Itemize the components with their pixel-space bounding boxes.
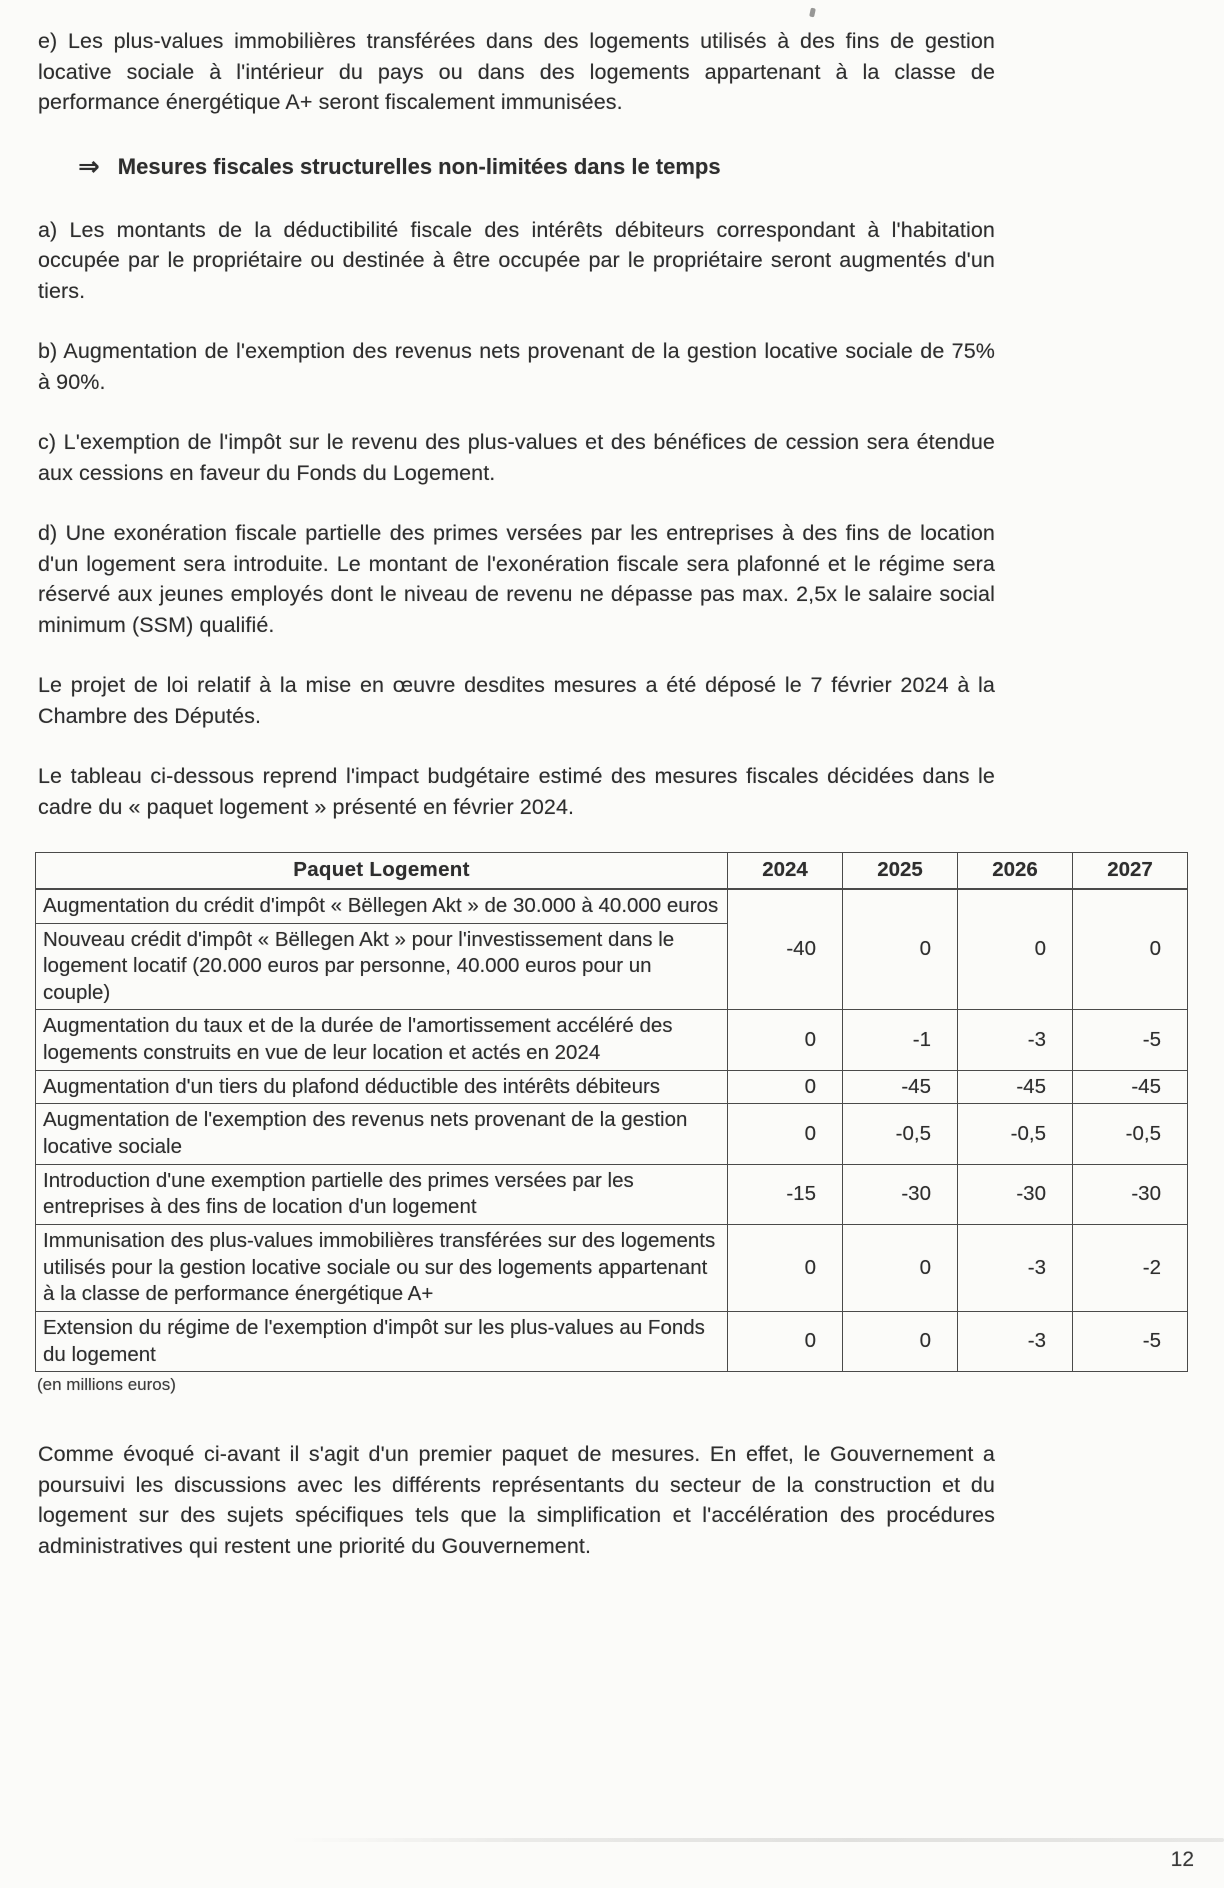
measure-label: Augmentation d'un tiers du plafond déductible des intérêts débiteurs bbox=[36, 1070, 728, 1104]
column-header-2024: 2024 bbox=[728, 853, 843, 889]
value-2024: 0 bbox=[728, 1224, 843, 1311]
table-row bbox=[36, 1224, 1188, 1311]
measure-label: Immunisation des plus-values immobilières transférées sur des logements utilisés pour la gestion locative sociale ou sur des logements appartenant à la classe de performance énergétique A+ bbox=[36, 1224, 728, 1311]
table-row bbox=[36, 1070, 1188, 1104]
value-2025: 0 bbox=[843, 1224, 958, 1311]
scan-artifact-speck bbox=[809, 8, 816, 18]
value-2027: -45 bbox=[1073, 1070, 1188, 1104]
paragraph-e: e) Les plus-values immobilières transférées dans des logements utilisés à des fins de gestion locative sociale à l'intérieur du pays ou dans des logements appartenant à la classe de performance énergétique A+ seront fiscalement immunisées. bbox=[38, 29, 995, 115]
table-row bbox=[36, 1104, 1188, 1164]
paragraph-b: b) Augmentation de l'exemption des revenus nets provenant de la gestion locative sociale de 75% à 90%. bbox=[38, 339, 995, 394]
double-arrow-icon: ⇒ bbox=[78, 150, 100, 181]
table-row bbox=[36, 1164, 1188, 1224]
value-2027: -0,5 bbox=[1073, 1104, 1188, 1164]
budget-impact-table bbox=[35, 852, 1188, 1372]
table-row bbox=[36, 1311, 1188, 1371]
column-header-2026: 2026 bbox=[958, 853, 1073, 889]
table-unit-caption: (en millions euros) bbox=[37, 1375, 176, 1395]
section-heading bbox=[78, 150, 1224, 181]
paragraph-a: a) Les montants de la déductibilité fiscale des intérêts débiteurs correspondant à l'habitation occupée par le propriétaire ou destinée à être occupée par le propriétaire seront augmentés d'un tiers. bbox=[38, 217, 995, 303]
column-header-2025: 2025 bbox=[843, 853, 958, 889]
value-2025: -1 bbox=[843, 1010, 958, 1070]
measure-label: Nouveau crédit d'impôt « Bëllegen Akt » pour l'investissement dans le logement locatif (20.000 euros par personne, 40.000 euros pour un couple) bbox=[36, 923, 728, 1010]
table-row bbox=[36, 1010, 1188, 1070]
value-2024: -40 bbox=[728, 889, 843, 1010]
paragraph-table-intro: Le tableau ci-dessous reprend l'impact budgétaire estimé des mesures fiscales décidées dans le cadre du « paquet logement » présenté en février 2024. bbox=[38, 764, 995, 819]
measure-label: Extension du régime de l'exemption d'impôt sur les plus-values au Fonds du logement bbox=[36, 1311, 728, 1371]
scan-artifact-streak bbox=[290, 1838, 1224, 1842]
value-2025: -0,5 bbox=[843, 1104, 958, 1164]
value-2025: 0 bbox=[843, 889, 958, 1010]
value-2024: 0 bbox=[728, 1010, 843, 1070]
measure-label: Introduction d'une exemption partielle des primes versées par les entreprises à des fins de location d'un logement bbox=[36, 1164, 728, 1224]
value-2024: 0 bbox=[728, 1070, 843, 1104]
measure-label: Augmentation de l'exemption des revenus nets provenant de la gestion locative sociale bbox=[36, 1104, 728, 1164]
column-header-paquet-logement: Paquet Logement bbox=[36, 853, 728, 889]
paragraph-closing: Comme évoqué ci-avant il s'agit d'un premier paquet de mesures. En effet, le Gouvernement a poursuivi les discussions avec les différents représentants du secteur de la construction et du logement sur des sujets spécifiques tels que la simplification et l'accélération des procédures administratives qui restent une priorité du Gouvernement. bbox=[38, 1442, 995, 1558]
page-number: 12 bbox=[1170, 1848, 1194, 1871]
value-2026: 0 bbox=[958, 889, 1073, 1010]
value-2027: -2 bbox=[1073, 1224, 1188, 1311]
measure-label: Augmentation du crédit d'impôt « Bëllegen Akt » de 30.000 à 40.000 euros bbox=[36, 889, 728, 923]
column-header-2027: 2027 bbox=[1073, 853, 1188, 889]
value-2026: -3 bbox=[958, 1010, 1073, 1070]
value-2024: -15 bbox=[728, 1164, 843, 1224]
value-2026: -30 bbox=[958, 1164, 1073, 1224]
value-2027: 0 bbox=[1073, 889, 1188, 1010]
paragraph-d: d) Une exonération fiscale partielle des primes versées par les entreprises à des fins de location d'un logement sera introduite. Le montant de l'exonération fiscale sera plafonné et le régime sera réservé aux jeunes employés dont le niveau de revenu ne dépasse pas max. 2,5x le salaire social minimum (SSM) qualifié. bbox=[38, 521, 995, 637]
paragraph-c: c) L'exemption de l'impôt sur le revenu des plus-values et des bénéfices de cession sera étendue aux cessions en faveur du Fonds du Logement. bbox=[38, 430, 995, 485]
paragraph-law-deposit: Le projet de loi relatif à la mise en œuvre desdites mesures a été déposé le 7 février 2024 à la Chambre des Députés. bbox=[38, 673, 995, 728]
value-2026: -3 bbox=[958, 1311, 1073, 1371]
value-2027: -30 bbox=[1073, 1164, 1188, 1224]
measure-label: Augmentation du taux et de la durée de l'amortissement accéléré des logements construits en vue de leur location et actés en 2024 bbox=[36, 1010, 728, 1070]
section-heading-text: Mesures fiscales structurelles non-limitées dans le temps bbox=[117, 153, 721, 179]
value-2026: -3 bbox=[958, 1224, 1073, 1311]
value-2025: -30 bbox=[843, 1164, 958, 1224]
table-header-row bbox=[36, 853, 1188, 889]
value-2024: 0 bbox=[728, 1311, 843, 1371]
value-2027: -5 bbox=[1073, 1010, 1188, 1070]
value-2025: -45 bbox=[843, 1070, 958, 1104]
value-2026: -0,5 bbox=[958, 1104, 1073, 1164]
table-row bbox=[36, 889, 1188, 923]
value-2024: 0 bbox=[728, 1104, 843, 1164]
value-2027: -5 bbox=[1073, 1311, 1188, 1371]
value-2026: -45 bbox=[958, 1070, 1073, 1104]
value-2025: 0 bbox=[843, 1311, 958, 1371]
